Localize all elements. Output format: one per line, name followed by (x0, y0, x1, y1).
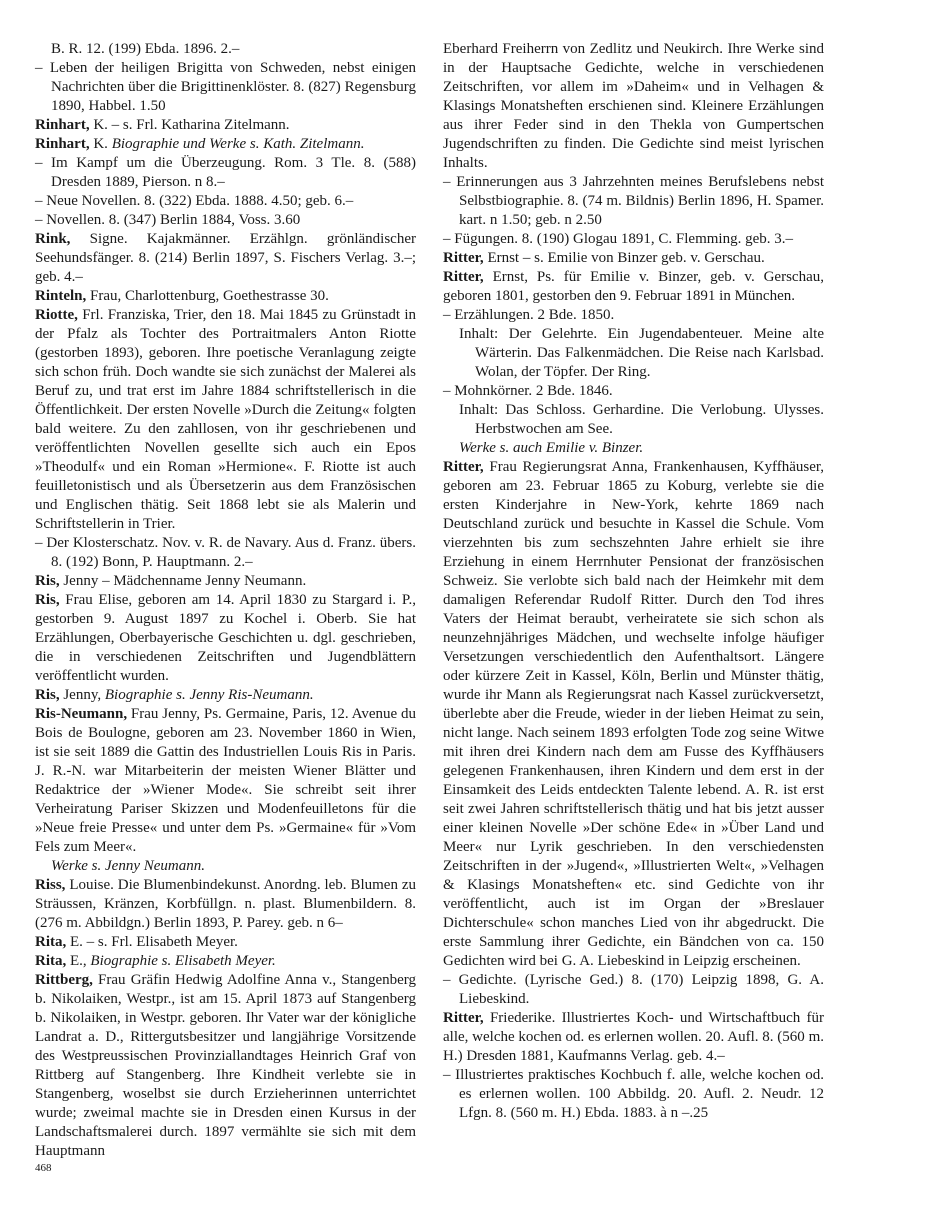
sub-entry: – Gedichte. (Lyrische Ged.) 8. (170) Leipzig 1898, G. A. Liebeskind. (443, 972, 824, 1007)
entry (35, 952, 416, 971)
entry (35, 116, 416, 135)
sub-entry: – Novellen. 8. (347) Berlin 1884, Voss. 3.60 (35, 212, 301, 228)
see-also-line: Werke s. Jenny Neumann. (51, 858, 205, 874)
entry-headword: Ritter, (443, 250, 484, 266)
entry-headword: Riotte, (35, 307, 78, 323)
continuation-line: B. R. 12. (199) Ebda. 1896. 2.– (51, 41, 240, 57)
sub-entry: – Leben der heiligen Brigitta von Schweden, nebst einigen Nachrichten über die Brigittinenklöster. 8. (827) Regensburg 1890, Habbel. 1.50 (35, 60, 416, 114)
sub-entry: – Erzählungen. 2 Bde. 1850. (443, 307, 615, 323)
entry (35, 686, 416, 705)
entry (35, 591, 416, 686)
entry-text: Frau, Charlottenburg, Goethestrasse 30. (86, 288, 329, 304)
entry (443, 458, 824, 971)
entry (443, 268, 824, 306)
entry-text: Frau Elise, geboren am 14. April 1830 zu Stargard i. P., gestorben 9. August 1897 zu Kochel i. Oberb. Sie hat Erzählungen, Oberbayerische Geschichten u. dgl. geschrieben, die in verschiedenen Zeitschriften und Jugendblättern veröffentlicht wurden. (35, 592, 416, 684)
sub-entry: – Mohnkörner. 2 Bde. 1846. (443, 383, 613, 399)
entry (35, 572, 416, 591)
entry-text: Ernst – s. Emilie von Binzer geb. v. Gerschau. (483, 250, 765, 266)
entry-headword: Rinhart, (35, 117, 90, 133)
entry-headword: Ris, (35, 592, 60, 608)
entry-headword: Rittberg, (35, 972, 93, 988)
entry-headword: Ritter, (443, 459, 484, 475)
entry (35, 876, 416, 933)
entry-headword: Ris-Neumann, (35, 706, 128, 722)
sub-entry: – Fügungen. 8. (190) Glogau 1891, C. Flemming. geb. 3.– (443, 231, 793, 247)
sub-entry: – Im Kampf um die Überzeugung. Rom. 3 Tle. 8. (588) Dresden 1889, Pierson. n 8.– (35, 155, 416, 190)
entry-text: K. – s. Frl. Katharina Zitelmann. (89, 117, 290, 133)
entry-headword: Ritter, (443, 1010, 484, 1026)
entry (443, 249, 824, 268)
entry-headword: Ris, (35, 687, 60, 703)
entry-text: K. (89, 136, 112, 152)
contents-line: Inhalt: Das Schloss. Gerhardine. Die Verlobung. Ulysses. Herbstwochen am See. (459, 402, 824, 437)
entry-headword: Rita, (35, 953, 67, 969)
entry-italic-text: Biographie und Werke s. Kath. Zitelmann. (111, 136, 365, 152)
entry-headword: Rinteln, (35, 288, 87, 304)
entry-headword: Rinhart, (35, 136, 90, 152)
entry-headword: Rink, (35, 231, 71, 247)
entry-text: Frau Regierungsrat Anna, Frankenhausen, Kyffhäuser, geboren am 23. Februar 1865 zu Koburg, verlebte sie die ersten Kinderjahre in New-York, kehrte 1869 nach Deutschland zurück und besuchte in Kassel die Schule. Vom vierzehnten bis zum sechszehnten Jahre erhielt sie ihre Erziehung in einem Herrnhuter Pensionat der französischen Schweiz. Sie verlobte sich bald nach der Heimkehr mit dem damaligen Referendar Rudolf Ritter. Durch den Tod ihres Vaters der Heimat beraubt, verheiratete sie sich schon als neunzehnjähriges Mädchen, und wechselte infolge häufiger Versetzungen verschiedentlich den Aufenthaltsort. Längere oder kürzere Zeit in Kassel, Köln, Berlin und Münster thätig, wurde ihr Mann als Regierungsrat nach Kassel zurückversetzt, überlebte aber die Freude, wieder in der lieben Heimat zu sein, nicht lange. Nach seinem 1893 erfolgten Tode zog seine Witwe mit ihren drei Kindern nach dem am Fusse des Kyffhäusers gelegenen Frankenhausen, ihren Kindern und dem erst in der Einsamkeit des Leids entdeckten Talente lebend. A. R. ist erst seit zwei Jahren schriftstellerisch thätig und hat bis jetzt ausser einer kleinen Novelle »Der schöne Ede« in »Über Land und Meer« nur Lyrik geschrieben. In den verschiedensten Zeitschriften in der »Jugend«, »Illustrierten Welt«, »Velhagen & Klasings Monatsheften« etc. sind Gedichte von ihr veröffentlicht, auch ist im Organ der »Breslauer Dichterschule« schon manches Lied von ihr abgedruckt. Die erste Sammlung ihrer Gedichte, ein Bändchen von ca. 150 Gedichten wird bei G. A. Liebeskind in Leipzig erscheinen. (443, 459, 824, 969)
entry-text: Ernst, Ps. für Emilie v. Binzer, geb. v. Gerschau, geboren 1801, gestorben den 9. Februar 1891 in München. (443, 269, 824, 304)
entry-text: Frau Gräfin Hedwig Adolfine Anna v., Stangenberg b. Nikolaiken, Westpr., ist am 15. April 1873 auf Stangenberg b. Nikolaiken, in Westpr. geboren. Ihr Vater war der königliche Landrat a. D., Rittergutsbesitzer und langjährige Vorsitzende des Westpreussischen Provinziallandtages Heinrich Graf von Rittberg auf Stangenberg. Ihre Kindheit verlebte sie in Stangenberg, woselbst sie durch Erzieherinnen unterrichtet wurde; zweimal machte sie in Dresden einen Kursus in der Landschaftsmalerei durch. 1897 vermählte sie sich mit dem Hauptmann (35, 972, 416, 1159)
entry (35, 287, 416, 306)
entry-text: Frl. Franziska, Trier, den 18. Mai 1845 zu Grünstadt in der Pfalz als Tochter des Portraitmalers Anton Riotte (gestorben 1893), geboren. Ihre poetische Veranlagung zeigte sich schon früh. Doch wandte sie sich zunächst der Malerei als Beruf zu, und trat erst im Jahre 1884 schriftstellerisch in die Öffentlichkeit. Der ersten Novelle »Durch die Zeitung« folgten bald weitere. Zu den zahllosen, von ihr geschriebenen und veröffentlichten Novellen gesellte sich auch ein Epos »Theodulf« und ein Roman »Hermione«. F. Riotte ist auch feuilletonistisch und als Übersetzerin aus dem Französischen und Englischen thätig. Seit 1868 lebt sie als Malerin und Schriftstellerin in Trier. (35, 307, 416, 532)
entry (35, 971, 416, 1161)
entry-text: Signe. Kajakmänner. Erzählgn. grönländischer Seehundsfänger. 8. (214) Berlin 1897, S. Fischers Verlag. 3.–; geb. 4.– (35, 231, 416, 285)
entry (35, 135, 416, 154)
entry-text: Jenny, (59, 687, 105, 703)
entry (35, 933, 416, 952)
contents-line: Inhalt: Der Gelehrte. Ein Jugendabenteuer. Meine alte Wärterin. Das Falkenmädchen. Die Reise nach Karlsbad. Wolan, der Töpfer. Der Ring. (459, 326, 824, 380)
entry-text: Frau Jenny, Ps. Germaine, Paris, 12. Avenue du Bois de Boulogne, geboren am 23. November 1860 in Wien, ist sie seit 1889 die Gattin des Industriellen Louis Ris in Paris. J. R.-N. war Mitarbeiterin der meisten Wiener Blätter und Redaktrice der »Wiener Mode«. Sie schreibt seit ihrer Verheiratung Pariser Skizzen und Modenfeuilletons für die »Neue freie Presse« und unter dem Ps. »Germaine« für »Vom Fels zum Meer«. (35, 706, 416, 855)
sub-entry: – Neue Novellen. 8. (322) Ebda. 1888. 4.50; geb. 6.– (35, 193, 354, 209)
entry (35, 306, 416, 534)
sub-entry: – Illustriertes praktisches Kochbuch f. alle, welche kochen od. es erlernen wollen. 100 Abbildg. 20. Aufl. 2. Neudr. 12 Lfgn. 8. (560 m. H.) Ebda. 1883. à n –.25 (443, 1067, 824, 1121)
entry-text: Friederike. Illustriertes Koch- und Wirtschaftbuch für alle, welche kochen od. es erlernen wollen. 20. Aufl. 8. (560 m. H.) Dresden 1881, Kaufmanns Verlag. geb. 4.– (443, 1010, 824, 1064)
entry-text: Jenny – Mädchenname Jenny Neumann. (59, 573, 307, 589)
paragraph: Eberhard Freiherrn von Zedlitz und Neukirch. Ihre Werke sind in der Hauptsache Gedichte, welche in verschiedenen Zeitschriften, vor allem im »Daheim« und in Velhagen & Klasings Monatsheften erschienen sind. Kleinere Erzählungen aus ihrer Feder sind in den Thekla von Gumpertschen Jugendschriften zu finden. Die Gedichte sind meist lyrischen Inhalts. (443, 41, 824, 171)
entry (443, 1009, 824, 1066)
left-column (35, 40, 416, 1161)
entry-italic-text: Biographie s. Elisabeth Meyer. (90, 953, 276, 969)
sub-entry: – Der Klosterschatz. Nov. v. R. de Navary. Aus d. Franz. übers. 8. (192) Bonn, P. Hauptmann. 2.– (35, 535, 416, 570)
entry (35, 705, 416, 857)
entry (35, 230, 416, 287)
sub-entry: – Erinnerungen aus 3 Jahrzehnten meines Berufslebens nebst Selbstbiographie. 8. (74 m. Bildnis) Berlin 1896, H. Spamer. kart. n 1.50; geb. n 2.50 (443, 174, 824, 228)
entry-text: Louise. Die Blumenbindekunst. Anordng. leb. Blumen zu Sträussen, Kränzen, Korbfüllgn. n. plast. Blumenbildern. 8. (276 m. Abbildgn.) Berlin 1893, P. Parey. geb. n 6– (35, 877, 416, 931)
see-also-line: Werke s. auch Emilie v. Binzer. (459, 440, 644, 456)
entry-headword: Ritter, (443, 269, 484, 285)
entry-italic-text: Biographie s. Jenny Ris-Neumann. (104, 687, 314, 703)
page-number: 468 (35, 1162, 52, 1174)
entry-text: E. – s. Frl. Elisabeth Meyer. (66, 934, 238, 950)
right-column (443, 40, 824, 1123)
entry-text: E., (66, 953, 91, 969)
entry-headword: Riss, (35, 877, 66, 893)
entry-headword: Ris, (35, 573, 60, 589)
entry-headword: Rita, (35, 934, 67, 950)
